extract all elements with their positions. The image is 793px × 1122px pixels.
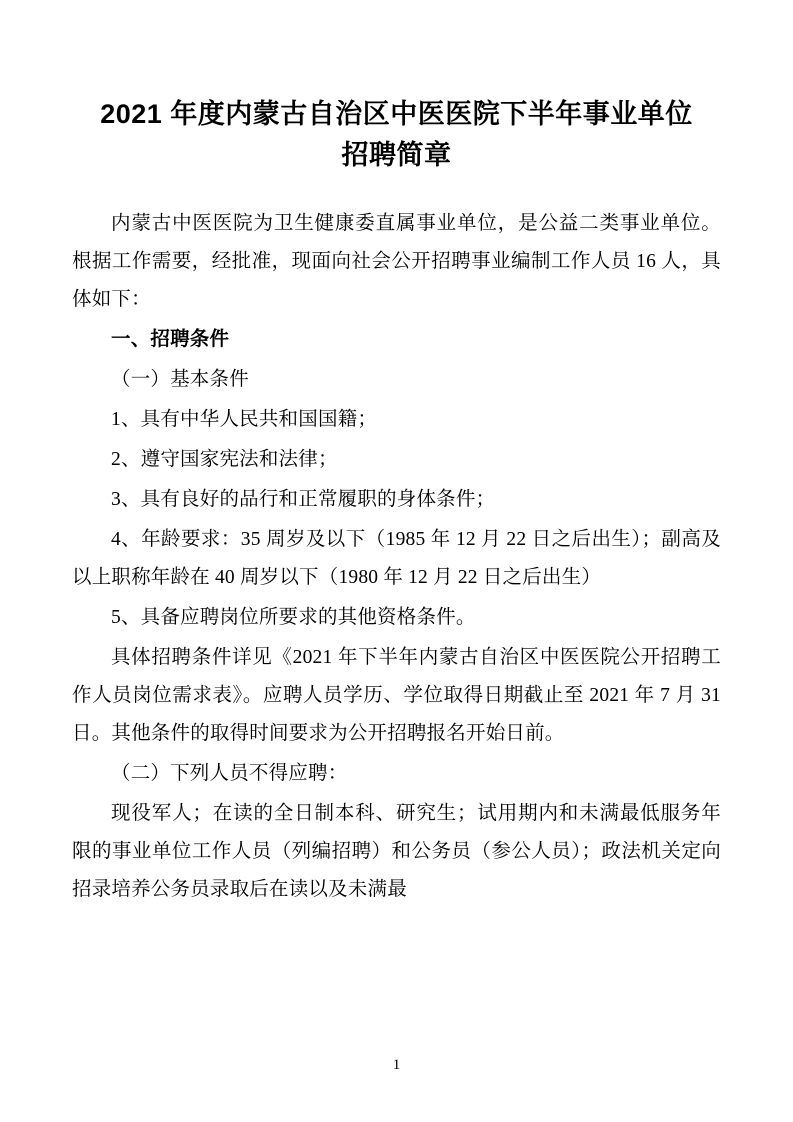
paragraph-exclusions: 现役军人；在读的全日制本科、研究生；试用期内和未满最低服务年限的事业单位工作人员（列编招聘）和公务员（参公人员）；政法机关定向招录培养公务员录取后在读以及未满最 — [72, 803, 721, 901]
paragraph-intro: 内蒙古中医医院为卫生健康委直属事业单位，是公益二类事业单位。根据工作需要，经批准，现面向社会公开招聘事业编制工作人员 16 人，具体如下： — [72, 213, 721, 311]
page-number: 1 — [392, 1057, 401, 1073]
list-item-3: 3、具有良好的品行和正常履职的身体条件； — [111, 489, 496, 511]
list-item-5: 5、具备应聘岗位所要求的其他资格条件。 — [111, 607, 476, 629]
list-item-1: 1、具有中华人民共和国国籍； — [111, 409, 378, 431]
list-item-4: 4、年龄要求：35 周岁及以下（1985 年 12 月 22 日之后出生）；副高及以上职称年龄在 40 周岁以下（1980 年 12 月 22 日之后出生） — [72, 529, 721, 589]
page-title: 2021 年度内蒙古自治区中医医院下半年事业单位招聘简章 — [100, 99, 693, 170]
list-item-2: 2、遵守国家宪法和法律； — [111, 449, 338, 471]
document-body — [72, 205, 721, 909]
heading-subsection-1-1: （一）基本条件 — [111, 369, 249, 391]
heading-section-1: 一、招聘条件 — [111, 329, 230, 351]
heading-subsection-1-2: （二）下列人员不得应聘： — [111, 763, 348, 785]
paragraph-detail: 具体招聘条件详见《2021 年下半年内蒙古自治区中医医院公开招聘工作人员岗位需求表》。应聘人员学历、学位取得日期截止至 2021 年 7 月 31 日。其他条件的取得时间要求为公开招聘报名开始日前。 — [72, 647, 721, 745]
